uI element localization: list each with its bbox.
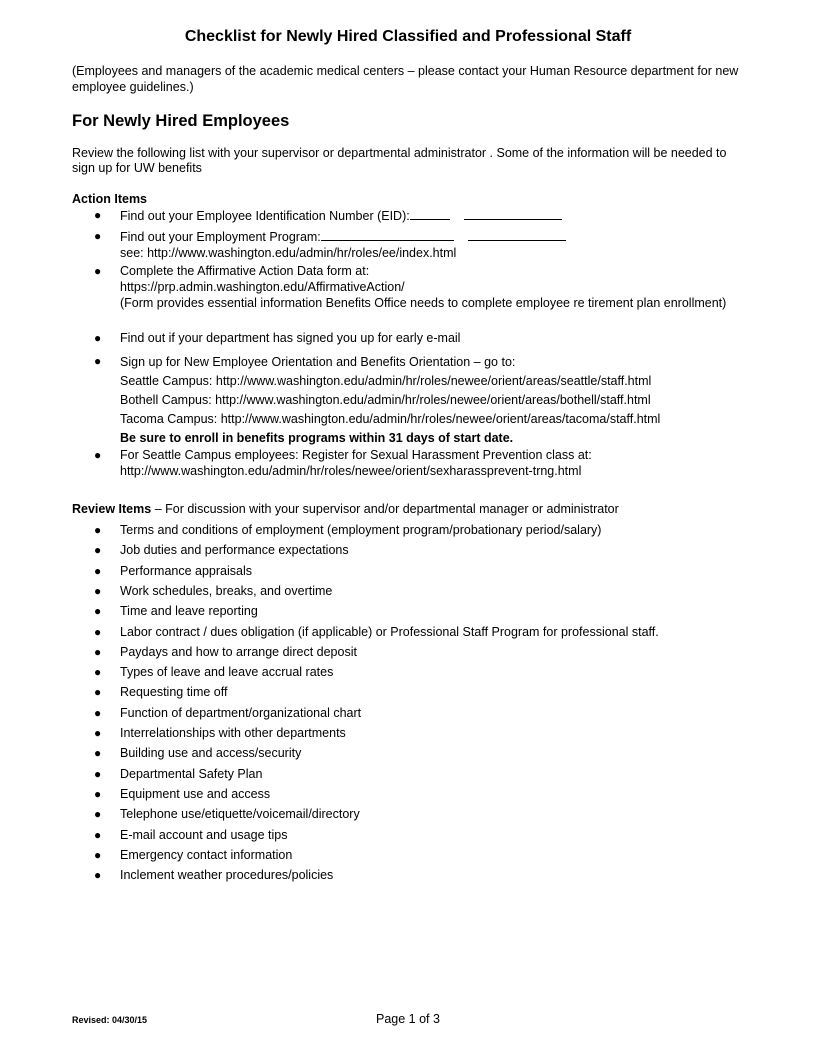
eid-blank-2[interactable] — [464, 207, 562, 220]
bullet-icon: ● — [94, 685, 102, 699]
review-item: Departmental Safety Plan — [120, 767, 263, 781]
action-items-heading: Action Items — [72, 192, 148, 206]
bullet-icon: ● — [94, 448, 102, 462]
action-item-program — [120, 228, 740, 261]
action-item-harassment — [120, 447, 740, 479]
bullet-icon: ● — [94, 331, 102, 345]
review-item: Requesting time off — [120, 685, 228, 699]
review-item: Labor contract / dues obligation (if applicable) or Professional Staff Program for professional staff. — [120, 625, 659, 639]
bullet-icon: ● — [94, 807, 102, 821]
bullet-icon: ● — [94, 787, 102, 801]
bullet-icon: ● — [94, 604, 102, 618]
affirm-link[interactable]: https://prp.admin.washington.edu/AffirmativeAction/ — [120, 280, 405, 294]
bullet-icon: ● — [94, 645, 102, 659]
bullet-icon: ● — [94, 868, 102, 882]
review-item: Function of department/organizational chart — [120, 706, 362, 720]
review-item: Building use and access/security — [120, 746, 302, 760]
bullet-icon: ● — [94, 848, 102, 862]
eid-blank[interactable] — [410, 207, 450, 220]
section-heading: For Newly Hired Employees — [72, 112, 290, 130]
bullet-icon: ● — [94, 523, 102, 537]
review-item: Time and leave reporting — [120, 604, 258, 618]
review-item: E-mail account and usage tips — [120, 828, 288, 842]
bullet-icon: ● — [94, 625, 102, 639]
bullet-icon: ● — [94, 543, 102, 557]
affirm-line: Complete the Affirmative Action Data form at: — [120, 264, 370, 278]
enroll-notice: Be sure to enroll in benefits programs within 31 days of start date. — [120, 431, 514, 445]
review-item: Performance appraisals — [120, 564, 253, 578]
harassment-line: For Seattle Campus employees: Register for Sexual Harassment Prevention class at: — [120, 448, 592, 462]
review-item: Inclement weather procedures/policies — [120, 868, 334, 882]
review-subheading: – For discussion with your supervisor and/or departmental manager or administrator — [151, 502, 619, 516]
program-blank-2[interactable] — [468, 228, 566, 241]
program-label: Find out your Employment Program: — [120, 230, 321, 244]
review-item: Equipment use and access — [120, 787, 271, 801]
review-item: Job duties and performance expectations — [120, 543, 349, 557]
orientation-line: Sign up for New Employee Orientation and Benefits Orientation – go to: — [120, 355, 516, 369]
bullet-icon: ● — [94, 564, 102, 578]
tacoma-campus-link[interactable]: Tacoma Campus: http://www.washington.edu/admin/hr/roles/newee/orient/areas/tacoma/staff.html — [120, 412, 661, 426]
bullet-icon: ● — [94, 354, 102, 368]
review-item: Types of leave and leave accrual rates — [120, 665, 334, 679]
program-see-link[interactable]: see: http://www.washington.edu/admin/hr/roles/ee/index.html — [120, 246, 457, 260]
review-item: Interrelationships with other departments — [120, 726, 346, 740]
bullet-icon: ● — [94, 264, 102, 278]
harassment-link[interactable]: http://www.washington.edu/admin/hr/roles/newee/orient/sexharassprevent-trng.html — [120, 464, 582, 478]
bullet-icon: ● — [94, 208, 102, 222]
document-title: Checklist for Newly Hired Classified and Professional Staff — [184, 28, 632, 45]
revised-date: Revised: 04/30/15 — [72, 1015, 148, 1025]
review-items-heading — [72, 502, 619, 516]
seattle-campus-link[interactable]: Seattle Campus: http://www.washington.edu/admin/hr/roles/newee/orient/areas/seattle/staff.html — [120, 374, 652, 388]
review-item: Work schedules, breaks, and overtime — [120, 584, 333, 598]
action-item-eid — [120, 207, 740, 224]
bullet-icon: ● — [94, 584, 102, 598]
action-item-affirmative — [120, 263, 740, 311]
bullet-icon: ● — [94, 229, 102, 243]
eid-label: Find out your Employee Identification Number (EID): — [120, 209, 410, 223]
bullet-icon: ● — [94, 706, 102, 720]
review-item: Emergency contact information — [120, 848, 293, 862]
intro-note: (Employees and managers of the academic medical centers – please contact your Human Resource department for new employee guidelines.) — [72, 64, 739, 94]
action-item-orientation — [120, 353, 740, 448]
program-blank[interactable] — [321, 228, 454, 241]
bullet-icon: ● — [94, 767, 102, 781]
page-number: Page 1 of 3 — [376, 1012, 440, 1026]
review-item: Paydays and how to arrange direct deposit — [120, 645, 357, 659]
review-instructions: Review the following list with your supervisor or departmental administrator . Some of the information will be needed to sign up for UW benefits — [72, 146, 727, 175]
affirm-note: (Form provides essential information Benefits Office needs to complete employee re tirement plan enrollment) — [120, 296, 727, 310]
action-item-email: Find out if your department has signed you up for early e-mail — [120, 331, 461, 345]
bullet-icon: ● — [94, 726, 102, 740]
review-heading-label: Review Items — [72, 502, 152, 516]
review-item: Terms and conditions of employment (employment program/probationary period/salary) — [120, 523, 602, 537]
review-item: Telephone use/etiquette/voicemail/directory — [120, 807, 360, 821]
bullet-icon: ● — [94, 665, 102, 679]
bothell-campus-link[interactable]: Bothell Campus: http://www.washington.edu/admin/hr/roles/newee/orient/areas/bothell/staff.html — [120, 393, 651, 407]
bullet-icon: ● — [94, 746, 102, 760]
bullet-icon: ● — [94, 828, 102, 842]
